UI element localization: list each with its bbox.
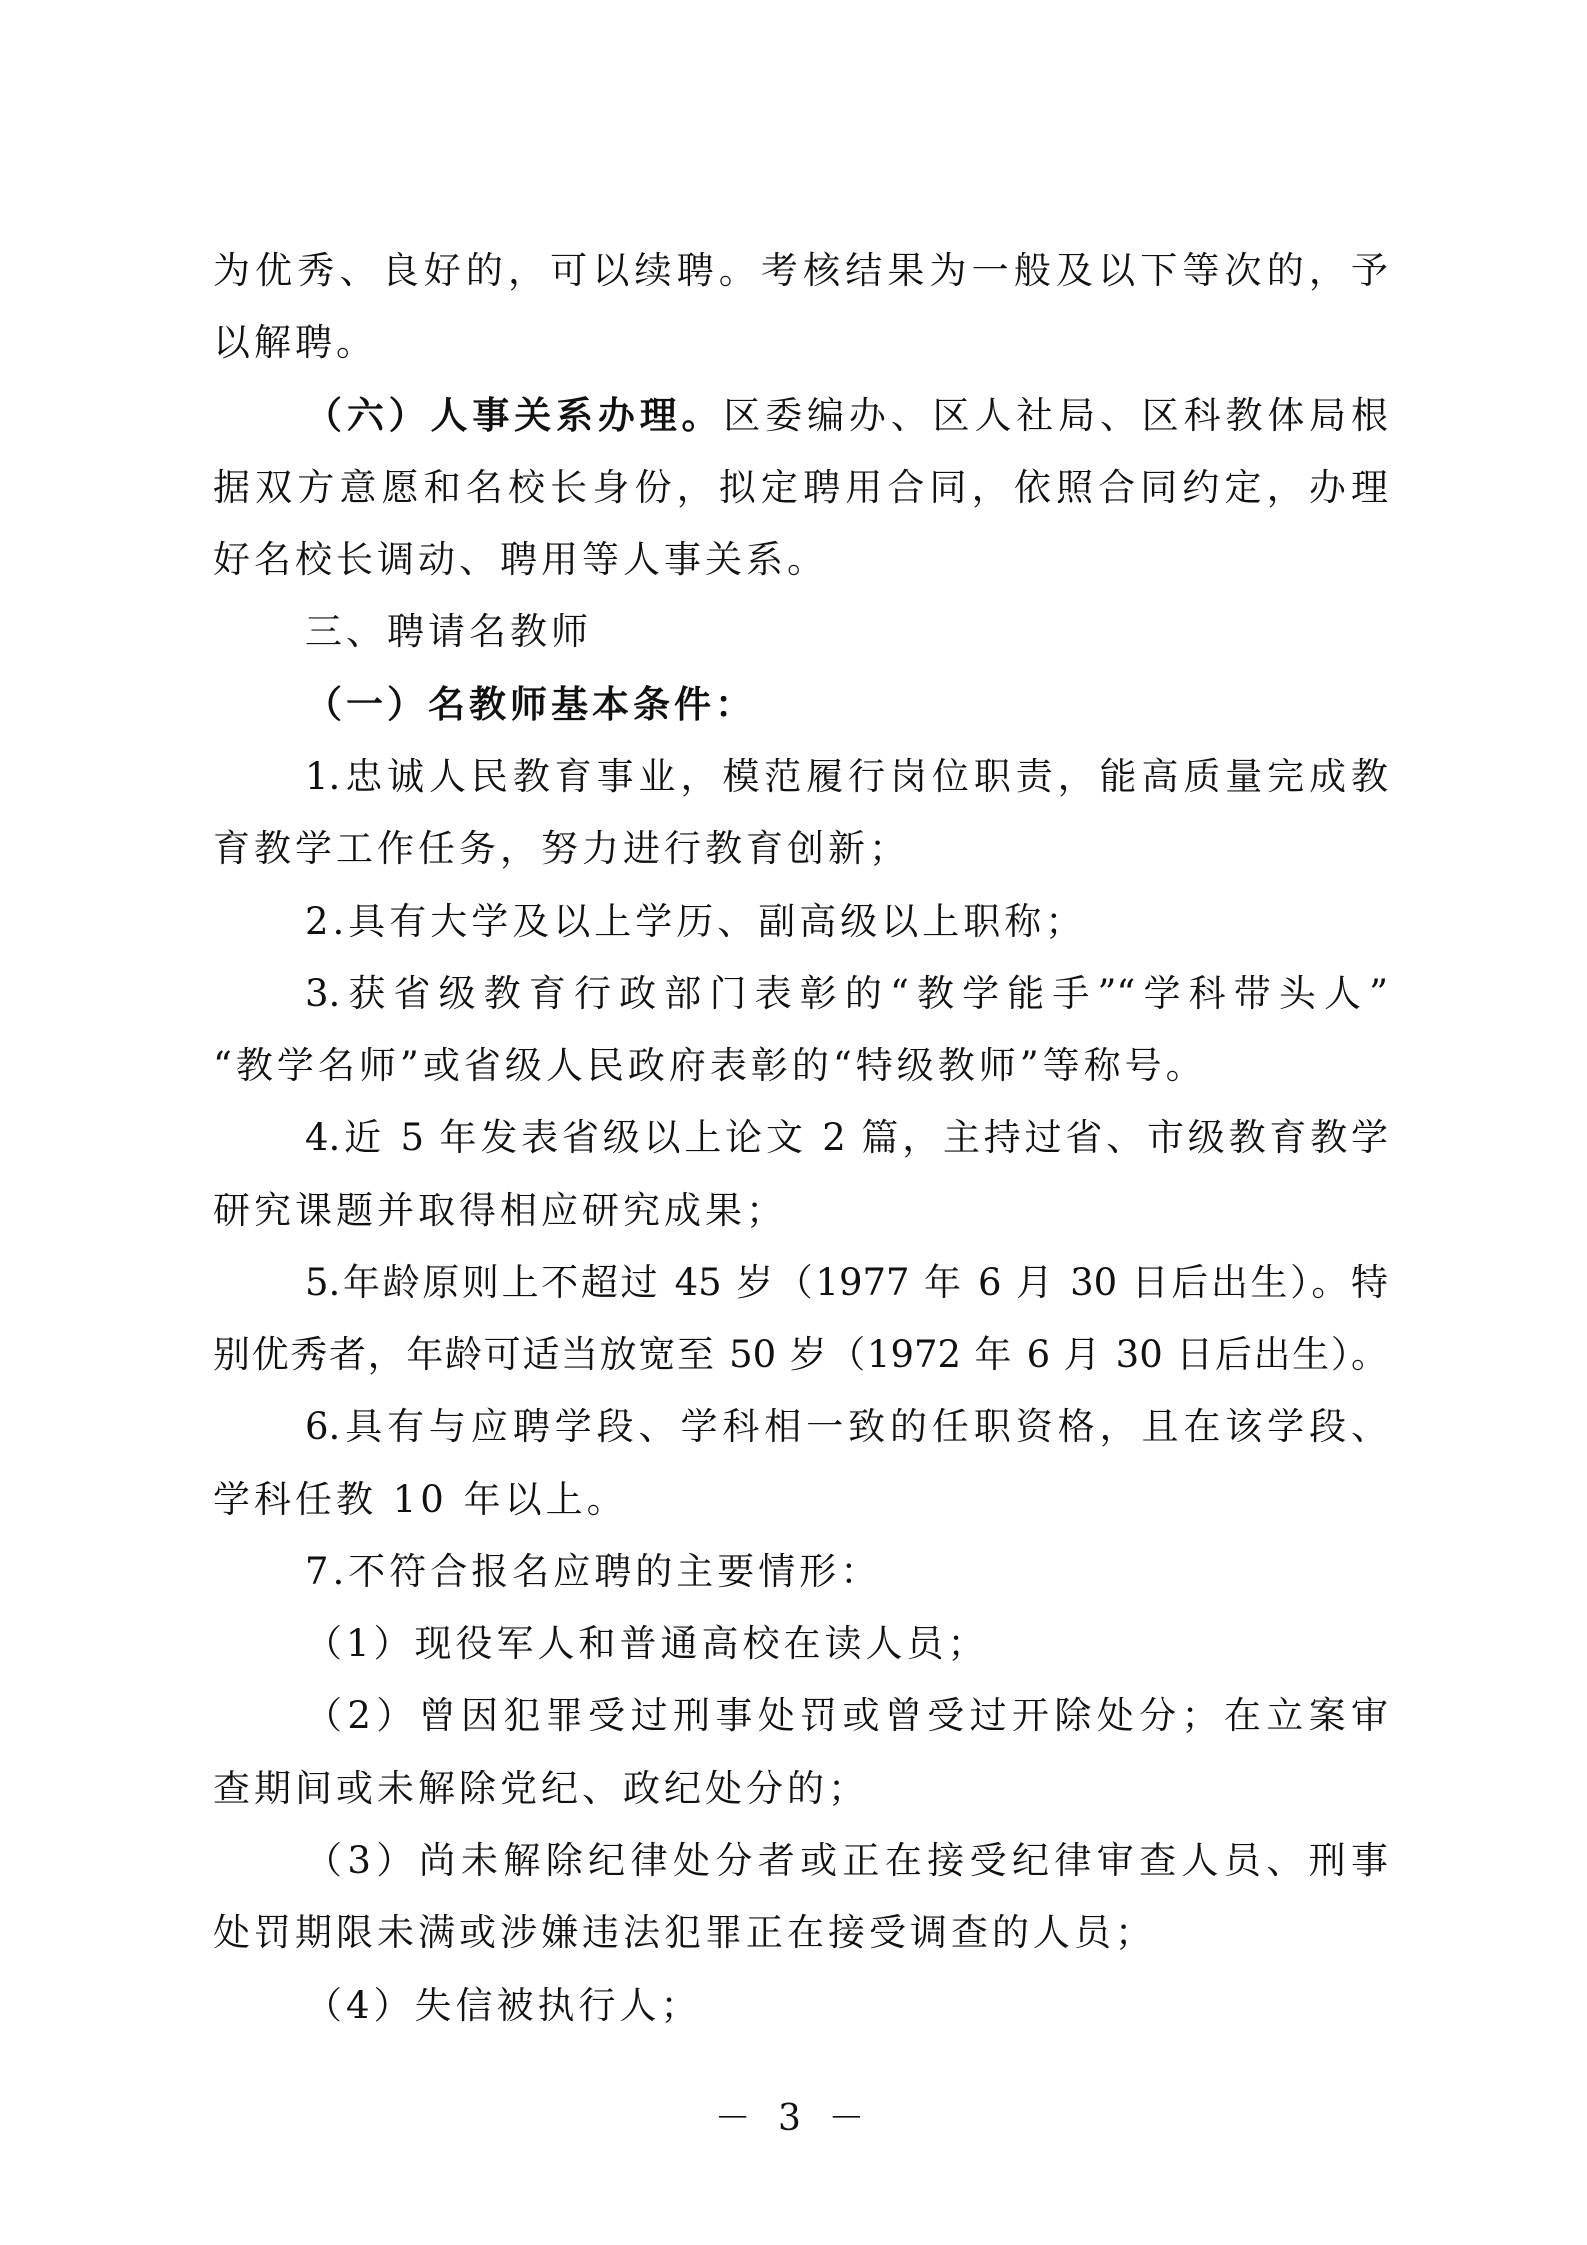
section-heading: （六）人事关系办理。 bbox=[305, 393, 724, 437]
text-line: 据双方意愿和名校长身份，拟定聘用合同，依照合同约定，办理 bbox=[213, 466, 1388, 509]
text-line: 1.忠诚人民教育事业，模范履行岗位职责，能高质量完成教 bbox=[305, 755, 1388, 798]
text-line: 育教学工作任务，努力进行教育创新； bbox=[213, 827, 910, 870]
text-line: 以解聘。 bbox=[213, 321, 377, 364]
text-line: 2.具有大学及以上学历、副高级以上职称； bbox=[305, 900, 1087, 943]
text-line: 查期间或未解除党纪、政纪处分的； bbox=[213, 1767, 869, 1810]
text-span: 区委编办、区人社局、区科教体局根 bbox=[723, 394, 1389, 437]
text-line: 别优秀者，年龄可适当放宽至 50 岁（1972 年 6 月 30 日后出生）。 bbox=[213, 1333, 1388, 1376]
text-line: （3）尚未解除纪律处分者或正在接受纪律审查人员、刑事 bbox=[305, 1839, 1388, 1882]
text-line: （4）失信被执行人； bbox=[305, 1984, 702, 2027]
text-line: 6.具有与应聘学段、学科相一致的任职资格，且在该学段、 bbox=[305, 1405, 1388, 1448]
subsection-heading: （一）名教师基本条件： bbox=[305, 682, 756, 726]
text-line: 好名校长调动、聘用等人事关系。 bbox=[213, 538, 828, 581]
text-line: 7.不符合报名应聘的主要情形： bbox=[305, 1550, 882, 1593]
text-line: 3.获省级教育行政部门表彰的“教学能手”“学科带头人” bbox=[305, 972, 1388, 1015]
text-line: （1）现役军人和普通高校在读人员； bbox=[305, 1622, 989, 1665]
text-line: 5.年龄原则上不超过 45 岁（1977 年 6 月 30 日后出生）。特 bbox=[305, 1261, 1388, 1304]
text-line: 处罚期限未满或涉嫌违法犯罪正在接受调查的人员； bbox=[213, 1911, 1156, 1954]
text-line bbox=[305, 393, 1389, 437]
text-line: 为优秀、良好的，可以续聘。考核结果为一般及以下等次的，予 bbox=[213, 249, 1388, 292]
section-title: 三、聘请名教师 bbox=[305, 610, 592, 653]
text-line: 学科任教 10 年以上。 bbox=[213, 1478, 628, 1521]
text-line: 4.近 5 年发表省级以上论文 2 篇，主持过省、市级教育教学 bbox=[305, 1116, 1388, 1159]
text-line: （2）曾因犯罪受过刑事处罚或曾受过开除处分；在立案审 bbox=[305, 1694, 1388, 1737]
text-line: “教学名师”或省级人民政府表彰的“特级教师”等称号。 bbox=[213, 1044, 1207, 1087]
page-number: － 3 － bbox=[714, 2098, 873, 2139]
text-line: 研究课题并取得相应研究成果； bbox=[213, 1189, 787, 1232]
